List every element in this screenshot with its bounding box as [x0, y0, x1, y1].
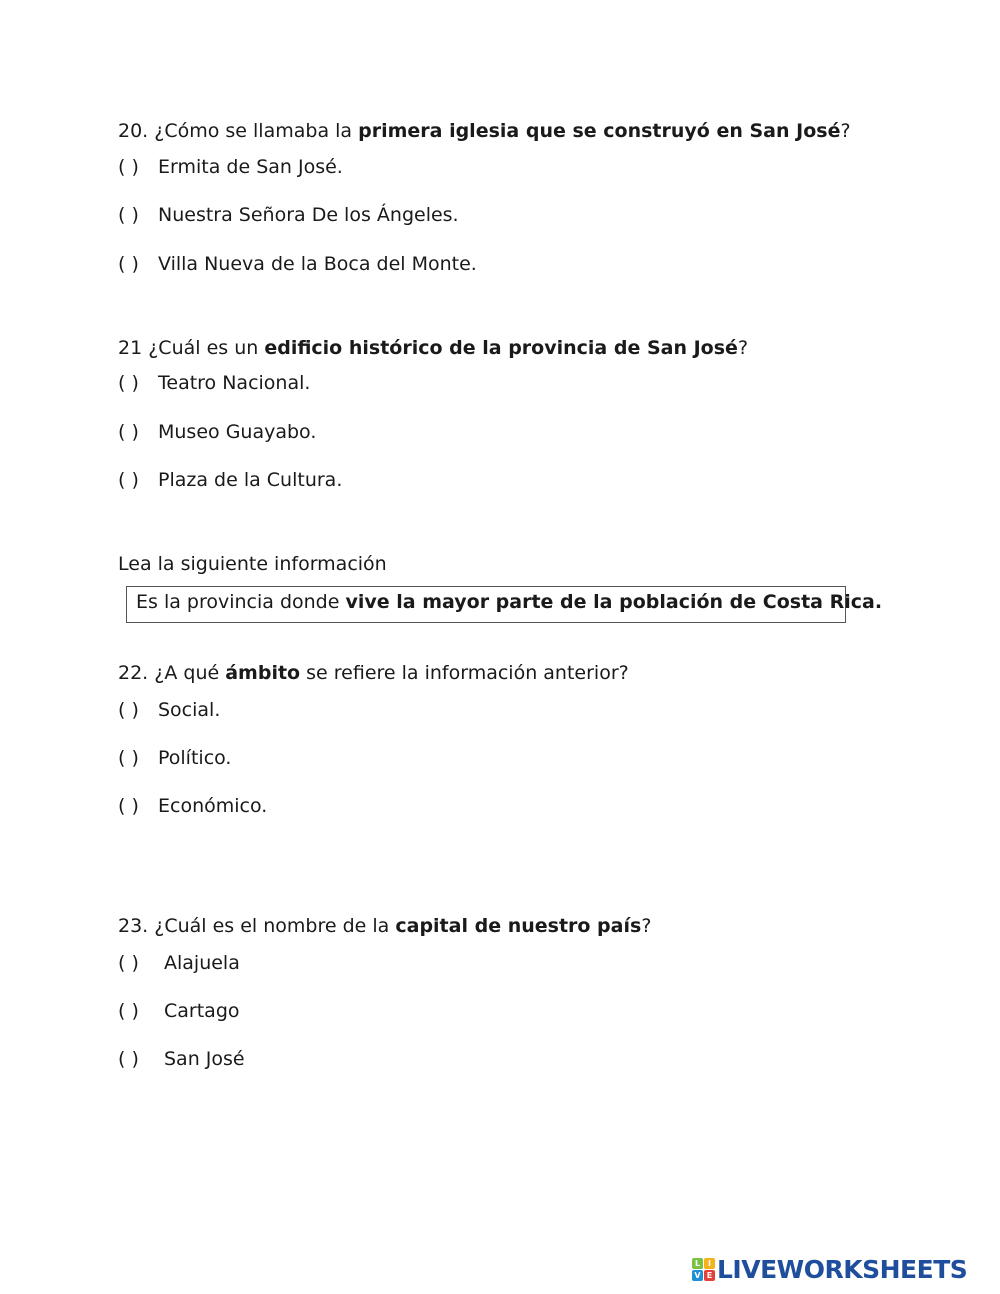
info-box-prefix: Es la provincia donde	[136, 591, 346, 613]
question-20-prefix: 20. ¿Cómo se llamaba la	[118, 120, 359, 142]
question-21-suffix: ?	[737, 337, 749, 359]
answer-checkbox[interactable]: ( )	[118, 253, 139, 275]
question-23-option-1[interactable]	[118, 951, 240, 975]
answer-checkbox[interactable]: ( )	[118, 156, 139, 178]
option-label: Económico.	[158, 795, 268, 817]
option-label: Plaza de la Cultura.	[158, 469, 343, 491]
answer-checkbox[interactable]: ( )	[118, 795, 139, 817]
question-23-keywords: capital de nuestro país	[395, 915, 642, 937]
answer-checkbox[interactable]: ( )	[118, 952, 139, 974]
question-21-option-3[interactable]	[118, 468, 342, 492]
question-23-option-3[interactable]	[118, 1047, 245, 1071]
question-21-option-1[interactable]	[118, 371, 310, 395]
question-23-option-2[interactable]	[118, 999, 240, 1023]
option-label: Social.	[158, 699, 221, 721]
option-label: Nuestra Señora De los Ángeles.	[158, 204, 459, 226]
answer-checkbox[interactable]: ( )	[118, 469, 139, 491]
question-23-suffix: ?	[641, 915, 652, 937]
question-20-option-1[interactable]	[118, 155, 343, 179]
question-21	[118, 336, 748, 360]
question-20-option-2[interactable]	[118, 203, 459, 227]
logo-mark-letter-v: V	[692, 1270, 703, 1281]
liveworksheets-logo-icon	[692, 1258, 716, 1282]
info-box-keywords: vive la mayor parte de la población de Costa Rica.	[345, 591, 883, 613]
logo-mark-letter-e: E	[704, 1270, 715, 1281]
answer-checkbox[interactable]: ( )	[118, 204, 139, 226]
question-22-option-3[interactable]	[118, 794, 267, 818]
option-label: Cartago	[164, 1000, 240, 1022]
answer-checkbox[interactable]: ( )	[118, 1000, 139, 1022]
question-20-suffix: ?	[840, 120, 851, 142]
logo-mark-letter-l: L	[692, 1258, 703, 1269]
liveworksheets-logo[interactable]	[692, 1252, 992, 1288]
question-20	[118, 119, 851, 143]
option-label: Político.	[158, 747, 232, 769]
answer-checkbox[interactable]: ( )	[118, 699, 139, 721]
option-label: San José	[164, 1048, 245, 1070]
option-label: Alajuela	[164, 952, 240, 974]
question-21-option-2[interactable]	[118, 420, 316, 444]
question-22-suffix: se refiere la información anterior?	[300, 662, 629, 684]
question-23-prefix: 23. ¿Cuál es el nombre de la	[118, 915, 396, 937]
question-21-keywords: edificio histórico de la provincia de San José	[264, 337, 738, 359]
answer-checkbox[interactable]: ( )	[118, 747, 139, 769]
question-22-option-2[interactable]	[118, 746, 231, 770]
liveworksheets-logo-text: LIVEWORKSHEETS	[717, 1255, 968, 1284]
option-label: Teatro Nacional.	[158, 372, 311, 394]
answer-checkbox[interactable]: ( )	[118, 372, 139, 394]
option-label: Museo Guayabo.	[158, 421, 317, 443]
question-22	[118, 661, 629, 685]
answer-checkbox[interactable]: ( )	[118, 1048, 139, 1070]
question-22-keywords: ámbito	[225, 662, 301, 684]
info-box	[126, 586, 883, 623]
question-22-prefix: 22. ¿A qué	[118, 662, 226, 684]
option-label: Ermita de San José.	[158, 156, 343, 178]
answer-checkbox[interactable]: ( )	[118, 421, 139, 443]
question-23	[118, 914, 651, 938]
question-21-prefix: 21 ¿Cuál es un	[118, 337, 265, 359]
option-label: Villa Nueva de la Boca del Monte.	[158, 253, 477, 275]
question-20-keywords: primera iglesia que se construyó en San José	[358, 120, 841, 142]
info-box-text	[136, 590, 882, 614]
question-20-option-3[interactable]	[118, 252, 477, 276]
question-22-option-1[interactable]	[118, 698, 220, 722]
info-intro: Lea la siguiente información	[118, 553, 387, 575]
logo-mark-letter-i: I	[704, 1258, 715, 1269]
